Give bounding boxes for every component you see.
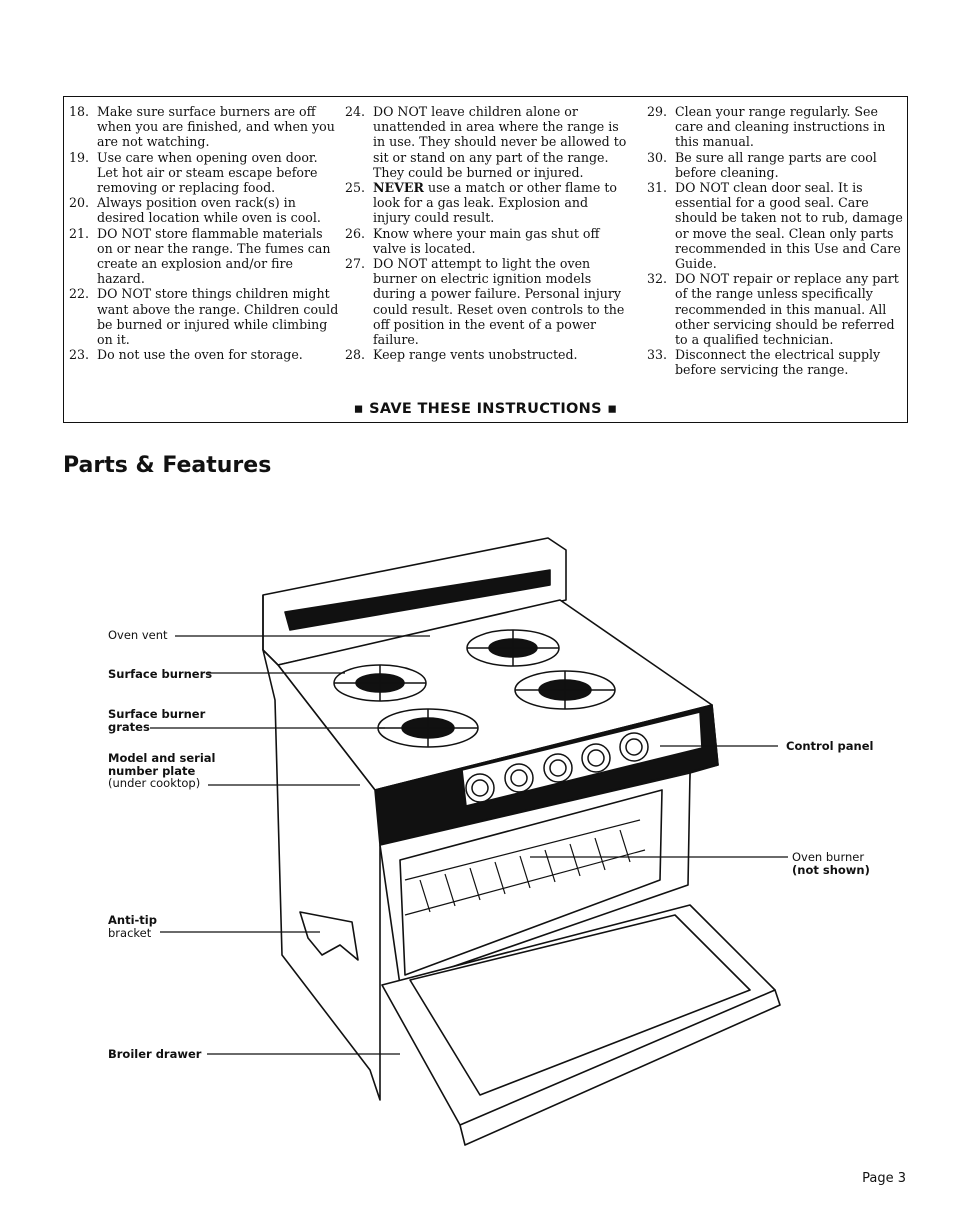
safety-item-number: 20. [69, 195, 90, 211]
safety-item-text: Keep range vents unobstructed. [373, 347, 578, 363]
safety-item-text: DO NOT repair or replace any part of the range unless specifically recommended in this manual. All other servicing should be referred to a qualified technician. [675, 271, 899, 348]
safety-item-text: Clean your range regularly. See care and cleaning instructions in this manual. [675, 104, 886, 150]
label-surface-burner-grates: Surface burner grates [108, 707, 206, 734]
safety-item-text: DO NOT clean door seal. It is essential for a good seal. Care should be taken not to rub, damage or move the seal. Clean only parts recommended in this Use and Care Guide. [675, 180, 903, 272]
safety-item-number: 32. [647, 271, 668, 287]
label-control-panel: Control panel [786, 739, 874, 753]
safety-item-number: 18. [69, 104, 90, 119]
safety-item-text: Disconnect the electrical supply before servicing the range. [675, 347, 881, 378]
page-title: Parts & Features [63, 453, 272, 478]
safety-item-number: 25. [345, 180, 366, 196]
label-broiler-drawer: Broiler drawer [108, 1047, 202, 1061]
safety-item-emphasis: NEVER [373, 180, 424, 196]
safety-item-number: 26. [345, 225, 366, 241]
safety-item-number: 23. [69, 347, 90, 363]
label-oven-vent: Oven vent [108, 628, 168, 642]
safety-item-number: 22. [69, 286, 90, 302]
safety-item-number: 29. [647, 104, 668, 119]
safety-item-number: 19. [69, 149, 90, 165]
safety-item-number: 27. [345, 256, 366, 272]
safety-item-number: 30. [647, 149, 668, 165]
label-anti-tip-bracket: Anti-tip bracket [108, 913, 157, 940]
safety-item-text: Know where your main gas shut off valve is located. [373, 225, 600, 256]
safety-item-number: 24. [345, 104, 366, 119]
safety-item-text: DO NOT store things children might want above the range. Children could be burned or injured while climbing on it. [97, 286, 339, 348]
safety-item-text: DO NOT leave children alone or unattended in area where the range is in use. They should never be allowed to sit or stand on any part of the range. They could be burned or injured. [373, 104, 627, 180]
safety-item-number: 28. [345, 347, 366, 363]
save-instructions-heading: ▪ SAVE THESE INSTRUCTIONS ▪ [353, 401, 618, 417]
safety-item-number: 21. [69, 225, 90, 241]
safety-item-text: Always position oven rack(s) in desired location while oven is cool. [97, 195, 321, 226]
safety-item-text: Use care when opening oven door. Let hot air or steam escape before removing or replacing food. [97, 149, 318, 196]
safety-item-text: Make sure surface burners are off when you are finished, and when you are not watching. [97, 104, 335, 150]
safety-item-text: NEVER use a match or other flame to look for a gas leak. Explosion and injury could result. [373, 180, 617, 226]
safety-item-text: DO NOT attempt to light the oven burner on electric ignition models during a power failure. Personal injury could result. Reset oven controls to the off position in the event of a power failure. [373, 256, 625, 348]
safety-item-text: Do not use the oven for storage. [97, 347, 303, 363]
label-surface-burners: Surface burners [108, 667, 213, 681]
safety-item-number: 31. [647, 180, 668, 196]
page-number: Page 3 [862, 1171, 906, 1186]
safety-item-text: Be sure all range parts are cool before cleaning. [675, 149, 877, 180]
safety-item-number: 33. [647, 347, 668, 363]
label-oven-burner: Oven burner (not shown) [792, 850, 870, 877]
label-model-serial-plate: Model and serial number plate (under cooktop) [108, 751, 216, 790]
safety-item-text: DO NOT store flammable materials on or near the range. The fumes can create an explosion and/or fire hazard. [97, 225, 331, 287]
